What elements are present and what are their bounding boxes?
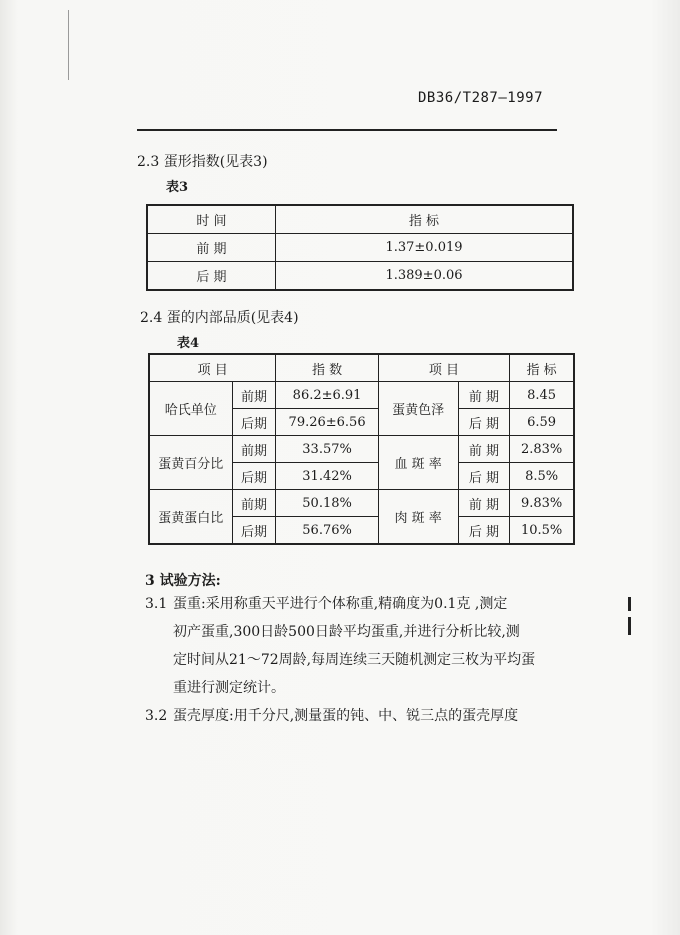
scan-marks <box>628 597 631 642</box>
table-row <box>149 382 574 409</box>
table-4-item: 血 斑 率 <box>378 436 458 490</box>
paragraph-line: 定时间从21～72周龄,每周连续三天随机测定三枚为平均蛋 <box>173 652 536 668</box>
table-4-header-item-right: 项 目 <box>378 354 510 382</box>
paragraph-line: 初产蛋重,300日龄500日龄平均蛋重,并进行分析比较,测 <box>173 624 520 640</box>
table-4-item: 蛋黄蛋白比 <box>149 490 232 545</box>
table-4-period: 前期 <box>232 490 276 517</box>
table-4-value: 86.2±6.91 <box>276 382 378 409</box>
table-4-label: 表4 <box>177 336 200 351</box>
table-4-value: 33.57% <box>276 436 378 463</box>
table-3-label: 表3 <box>166 180 189 195</box>
table-4-period: 前期 <box>232 382 276 409</box>
table-3 <box>146 204 574 291</box>
table-4-period: 后 期 <box>458 463 510 490</box>
table-4-period: 前 期 <box>458 490 510 517</box>
table-4 <box>148 353 575 545</box>
table-3-value: 1.389±0.06 <box>276 262 574 291</box>
table-4-value: 6.59 <box>510 409 574 436</box>
section-2-4-heading: 2.4 蛋的内部品质(见表4) <box>140 310 299 326</box>
table-4-item: 蛋黄色泽 <box>378 382 458 436</box>
table-4-value: 56.76% <box>276 517 378 545</box>
section-3-1-number: 3.1 <box>145 596 168 612</box>
table-4-period: 前 期 <box>458 382 510 409</box>
section-3-2-paragraph <box>145 702 585 730</box>
table-4-item: 蛋黄百分比 <box>149 436 232 490</box>
table-row <box>149 436 574 463</box>
table-4-value: 8.45 <box>510 382 574 409</box>
table-4-value: 9.83% <box>510 490 574 517</box>
section-3-heading: 3 试验方法: <box>145 573 221 589</box>
table-4-header-index-left: 指 数 <box>276 354 378 382</box>
table-4-value: 50.18% <box>276 490 378 517</box>
table-4-period: 后期 <box>232 517 276 545</box>
section-3-1-paragraph <box>145 590 585 702</box>
table-4-period: 后期 <box>232 409 276 436</box>
table-row <box>147 262 573 291</box>
table-4-item: 哈氏单位 <box>149 382 232 436</box>
table-4-period: 前 期 <box>458 436 510 463</box>
table-4-item: 肉 斑 率 <box>378 490 458 545</box>
table-row <box>149 490 574 517</box>
table-4-value: 2.83% <box>510 436 574 463</box>
header-rule <box>137 129 557 131</box>
table-3-header-time: 时 间 <box>147 205 276 234</box>
table-4-value: 8.5% <box>510 463 574 490</box>
paragraph-line: 重进行测定统计。 <box>173 680 285 696</box>
section-2-3-heading: 2.3 蛋形指数(见表3) <box>137 154 268 170</box>
table-3-period: 前 期 <box>147 234 276 262</box>
table-4-value: 79.26±6.56 <box>276 409 378 436</box>
section-3-2-number: 3.2 <box>145 708 168 724</box>
table-3-period: 后 期 <box>147 262 276 291</box>
table-4-header-item-left: 项 目 <box>149 354 276 382</box>
standard-code: DB36/T287—1997 <box>418 90 544 106</box>
table-3-header-index: 指 标 <box>276 205 574 234</box>
table-4-period: 后 期 <box>458 517 510 545</box>
paragraph-line: 蛋重:采用称重天平进行个体称重,精确度为0.1克 ,测定 <box>173 596 508 612</box>
table-3-value: 1.37±0.019 <box>276 234 574 262</box>
margin-line <box>68 10 69 80</box>
paragraph-line: 蛋壳厚度:用千分尺,测量蛋的钝、中、锐三点的蛋壳厚度 <box>173 708 519 724</box>
table-4-period: 后期 <box>232 463 276 490</box>
table-4-period: 后 期 <box>458 409 510 436</box>
table-row <box>147 234 573 262</box>
table-4-period: 前期 <box>232 436 276 463</box>
table-4-header-index-right: 指 标 <box>510 354 574 382</box>
table-4-value: 31.42% <box>276 463 378 490</box>
table-4-value: 10.5% <box>510 517 574 545</box>
